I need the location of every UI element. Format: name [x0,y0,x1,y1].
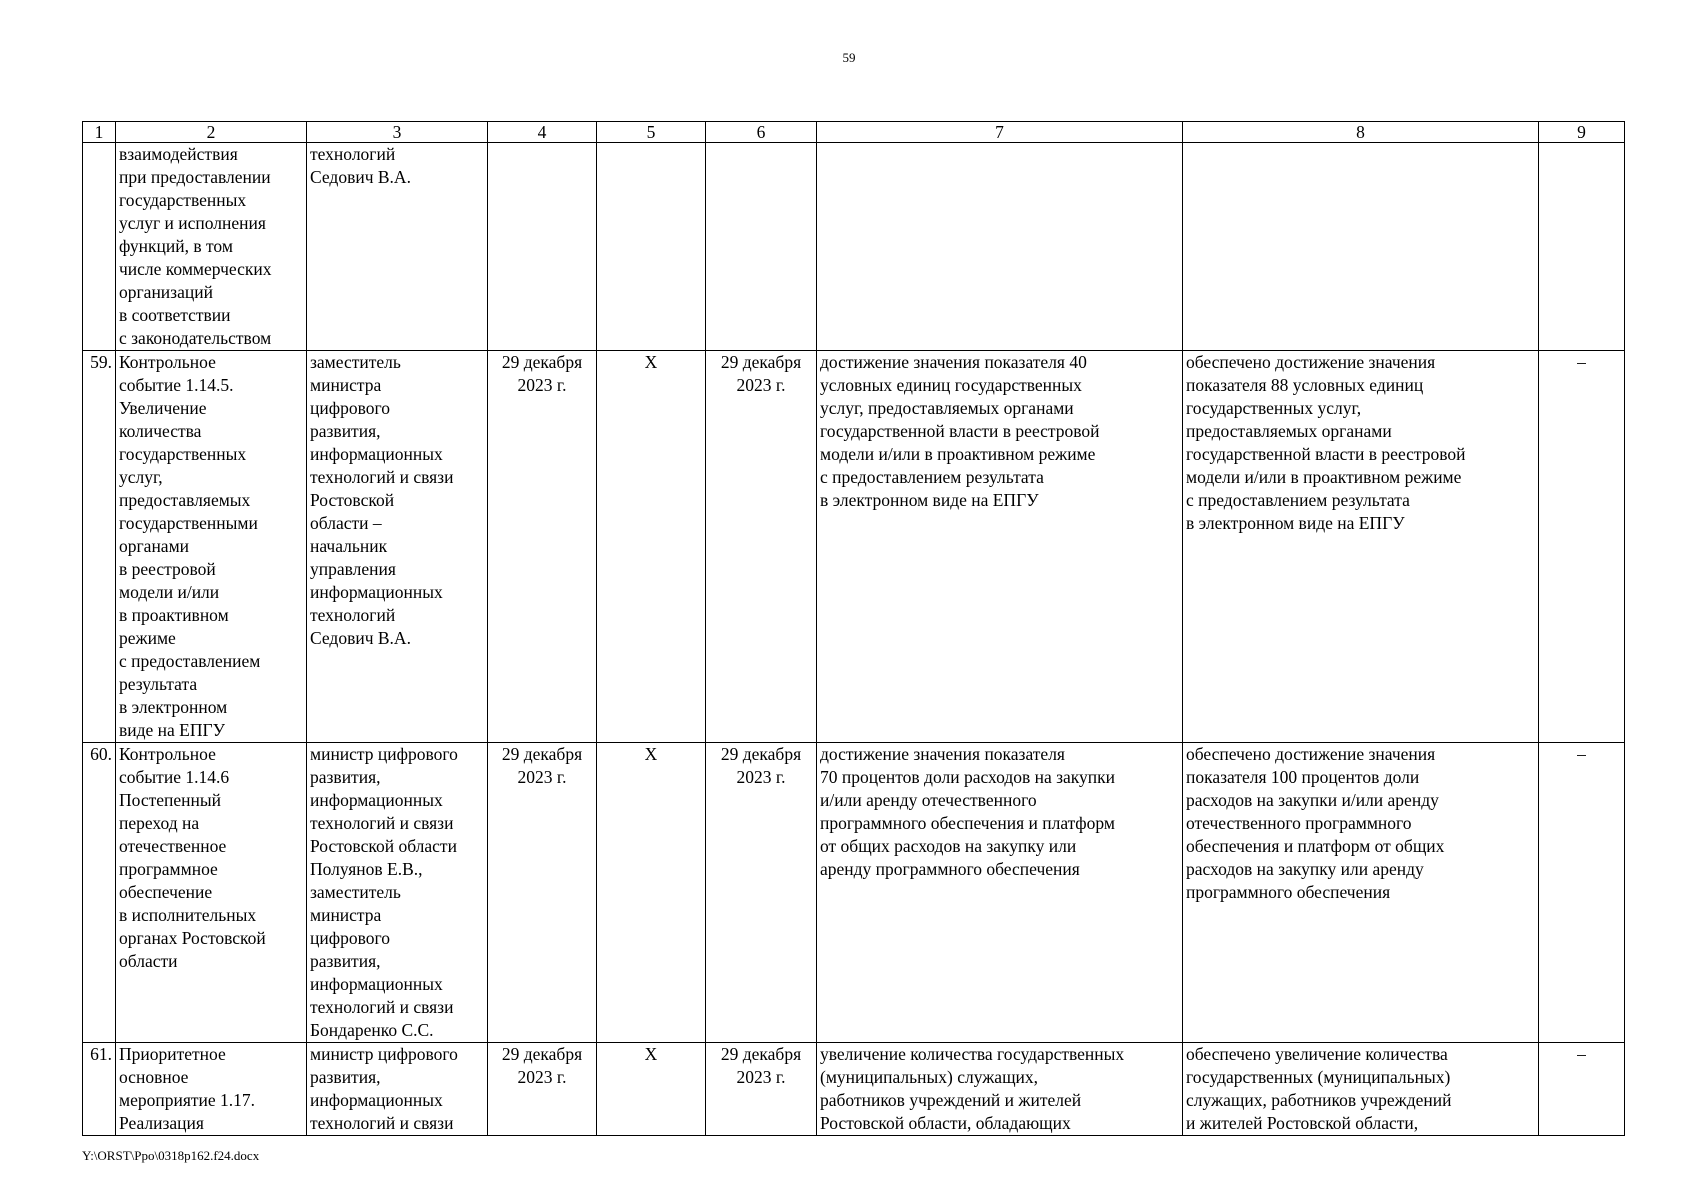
responsible-cell: заместитель министра цифрового развития, информационных технологий и связи Ростовской области – начальник управления информационных технологий Седович В.А. [307,351,488,743]
fact-date-cell: 29 декабря 2023 г. [706,351,817,743]
row-number-cell [83,143,116,351]
plan-date-cell [488,143,597,351]
row-number-cell: 60. [83,743,116,1043]
column-9-cell: – [1539,351,1625,743]
plan-date-cell: 29 декабря 2023 г. [488,351,597,743]
column-9-cell [1539,143,1625,351]
column-header: 6 [706,122,817,143]
actual-result-cell [1183,143,1539,351]
event-cell: взаимодействия при предоставлении государственных услуг и исполнения функций, в том числе коммерческих организаций в соответствии с законодательством [116,143,307,351]
expected-result-cell: увеличение количества государственных (муниципальных) служащих, работников учреждений и жителей Ростовской области, обладающих [817,1043,1183,1136]
column-5-cell: X [597,351,706,743]
column-header: 1 [83,122,116,143]
column-header: 3 [307,122,488,143]
row-number-cell: 61. [83,1043,116,1136]
responsible-cell: технологий Седович В.А. [307,143,488,351]
column-number-row [83,122,1625,143]
column-header: 2 [116,122,307,143]
actual-result-cell: обеспечено достижение значения показателя 100 процентов доли расходов на закупки и/или аренду отечественного программного обеспечения и платформ от общих расходов на закупку или аренду программного обеспечения [1183,743,1539,1043]
table-row [83,143,1625,351]
fact-date-cell: 29 декабря 2023 г. [706,743,817,1043]
page-number: 59 [842,50,856,65]
column-5-cell [597,143,706,351]
column-5-cell: X [597,743,706,1043]
column-header: 4 [488,122,597,143]
table-row [83,743,1625,1043]
actual-result-cell: обеспечено достижение значения показателя 88 условных единиц государственных услуг, предоставляемых органами государственной власти в реестровой модели и/или в проактивном режиме с предоставлением результата в электронном виде на ЕПГУ [1183,351,1539,743]
plan-date-cell: 29 декабря 2023 г. [488,743,597,1043]
column-header: 5 [597,122,706,143]
event-cell: Контрольное событие 1.14.6 Постепенный переход на отечественное программное обеспечение в исполнительных органах Ростовской области [116,743,307,1043]
event-cell: Приоритетное основное мероприятие 1.17. Реализация [116,1043,307,1136]
expected-result-cell: достижение значения показателя 40 условных единиц государственных услуг, предоставляемых органами государственной власти в реестровой модели и/или в проактивном режиме с предоставлением результата в электронном виде на ЕПГУ [817,351,1183,743]
fact-date-cell [706,143,817,351]
event-cell: Контрольное событие 1.14.5. Увеличение количества государственных услуг, предоставляемых государственными органами в реестровой модели и/или в проактивном режиме с предоставлением результата в электронном виде на ЕПГУ [116,351,307,743]
actual-result-cell: обеспечено увеличение количества государственных (муниципальных) служащих, работников учреждений и жителей Ростовской области, [1183,1043,1539,1136]
column-header: 9 [1539,122,1625,143]
plan-date-cell: 29 декабря 2023 г. [488,1043,597,1136]
column-9-cell: – [1539,743,1625,1043]
fact-date-cell: 29 декабря 2023 г. [706,1043,817,1136]
column-9-cell: – [1539,1043,1625,1136]
responsible-cell: министр цифрового развития, информационных технологий и связи Ростовской области Полуянов Е.В., заместитель министра цифрового развития, информационных технологий и связи Бондаренко С.С. [307,743,488,1043]
column-header: 8 [1183,122,1539,143]
expected-result-cell: достижение значения показателя 70 процентов доли расходов на закупки и/или аренду отечественного программного обеспечения и платформ от общих расходов на закупку или аренду программного обеспечения [817,743,1183,1043]
column-5-cell: X [597,1043,706,1136]
column-header: 7 [817,122,1183,143]
table-row [83,1043,1625,1136]
document-file-path: Y:\ORST\Ppo\0318p162.f24.docx [82,1148,260,1163]
expected-result-cell [817,143,1183,351]
report-table [82,121,1625,1136]
responsible-cell: министр цифрового развития, информационных технологий и связи [307,1043,488,1136]
table-row [83,351,1625,743]
row-number-cell: 59. [83,351,116,743]
